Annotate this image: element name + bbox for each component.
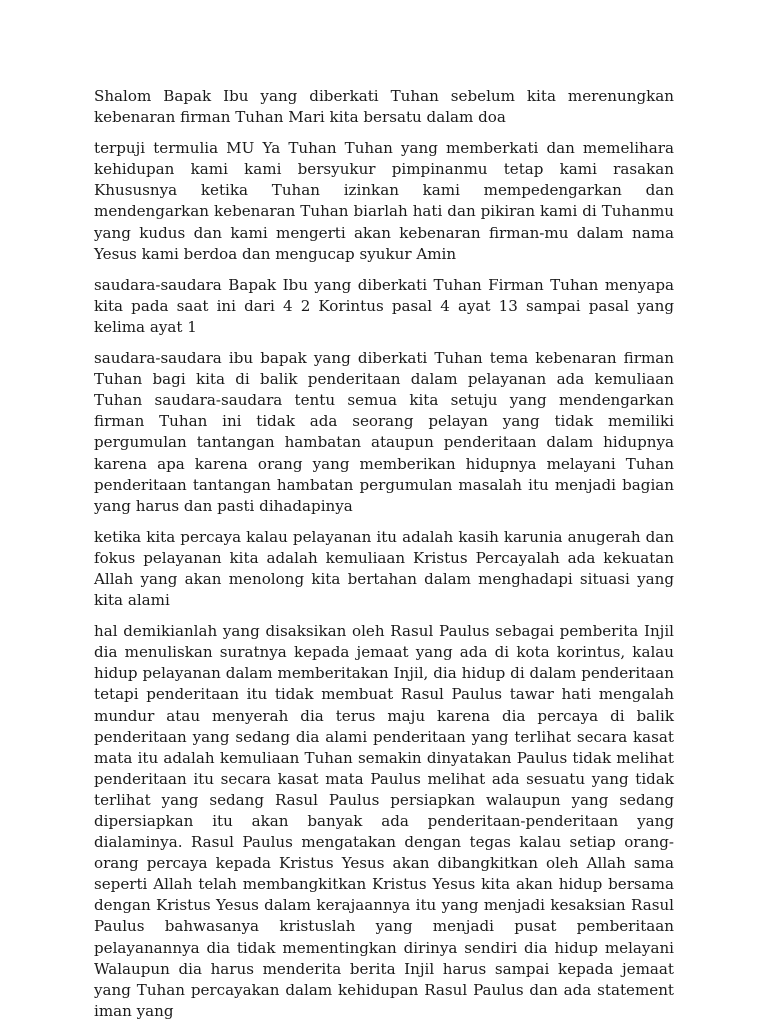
paragraph-faith-in-service: ketika kita percaya kalau pelayanan itu adalah kasih karunia anugerah dan fokus pelayanan kita adalah kemuliaan Kristus Percayalah ada kekuatan Allah yang akan menolong kita bertahan dalam menghadapi situasi yang kita alami [94, 527, 674, 610]
paragraph-prayer: terpuji termulia MU Ya Tuhan Tuhan yang memberkati dan memelihara kehidupan kami kami bersyukur pimpinanmu tetap kami rasakan Khususnya ketika Tuhan izinkan kami mempedengarkan dan mendengarkan kebenaran Tuhan biarlah hati dan pikiran kami di Tuhanmu yang kudus dan kami mengerti akan kebenaran firman-mu dalam nama Yesus kami berdoa dan mengucap syukur Amin [94, 139, 674, 263]
paragraph-theme: saudara-saudara ibu bapak yang diberkati Tuhan tema kebenaran firman Tuhan bagi kita di balik penderitaan dalam pelayanan ada kemuliaan Tuhan saudara-saudara tentu semua kita setuju yang mendengarkan firman Tuhan ini tidak ada seorang pelayan yang tidak memiliki pergumulan tantangan hambatan ataupun penderitaan dalam hidupnya karena apa karena orang yang memberikan hidupnya melayani Tuhan penderitaan tantangan hambatan pergumulan masalah itu menjadi bagian yang harus dan pasti dihadapinya [94, 349, 674, 515]
paragraph-opening-greeting: Shalom Bapak Ibu yang diberkati Tuhan sebelum kita merenungkan kebenaran firman Tuhan Mari kita bersatu dalam doa [94, 87, 674, 127]
paragraph-scripture-reference: saudara-saudara Bapak Ibu yang diberkati Tuhan Firman Tuhan menyapa kita pada saat ini dari 4 2 Korintus pasal 4 ayat 13 sampai pasal yang kelima ayat 1 [94, 275, 674, 336]
document-page [94, 86, 674, 1032]
paragraph-paul-testimony: hal demikianlah yang disaksikan oleh Rasul Paulus sebagai pemberita Injil dia menuliskan suratnya kepada jemaat yang ada di kota korintus, kalau hidup pelayanan dalam memberitakan Injil, dia hidup di dalam penderitaan tetapi penderitaan itu tidak membuat Rasul Paulus tawar hati mengalah mundur atau menyerah dia terus maju karena dia percaya di balik penderitaan yang sedang dia alami penderitaan yang terlihat secara kasat mata itu adalah kemuliaan Tuhan semakin dinyatakan Paulus tidak melihat penderitaan itu secara kasat mata Paulus melihat ada sesuatu yang tidak terlihat yang sedang Rasul Paulus persiapkan walaupun yang sedang dipersiapkan itu akan banyak ada penderitaan-penderitaan yang dialaminya. Rasul Paulus mengatakan dengan tegas kalau setiap orang-orang percaya kepada Kristus Yesus akan dibangkitkan oleh Allah sama seperti Allah telah membangkitkan Kristus Yesus kita akan hidup bersama dengan Kristus Yesus dalam kerajaannya itu yang menjadi kesaksian Rasul Paulus bahwasanya kristuslah yang menjadi pusat pemberitaan pelayanannya dia tidak mementingkan dirinya sendiri dia hidup melayani Walaupun dia harus menderita berita Injil harus sampai kepada jemaat yang Tuhan percayakan dalam kehidupan Rasul Paulus dan ada statement iman yang [94, 622, 674, 1020]
